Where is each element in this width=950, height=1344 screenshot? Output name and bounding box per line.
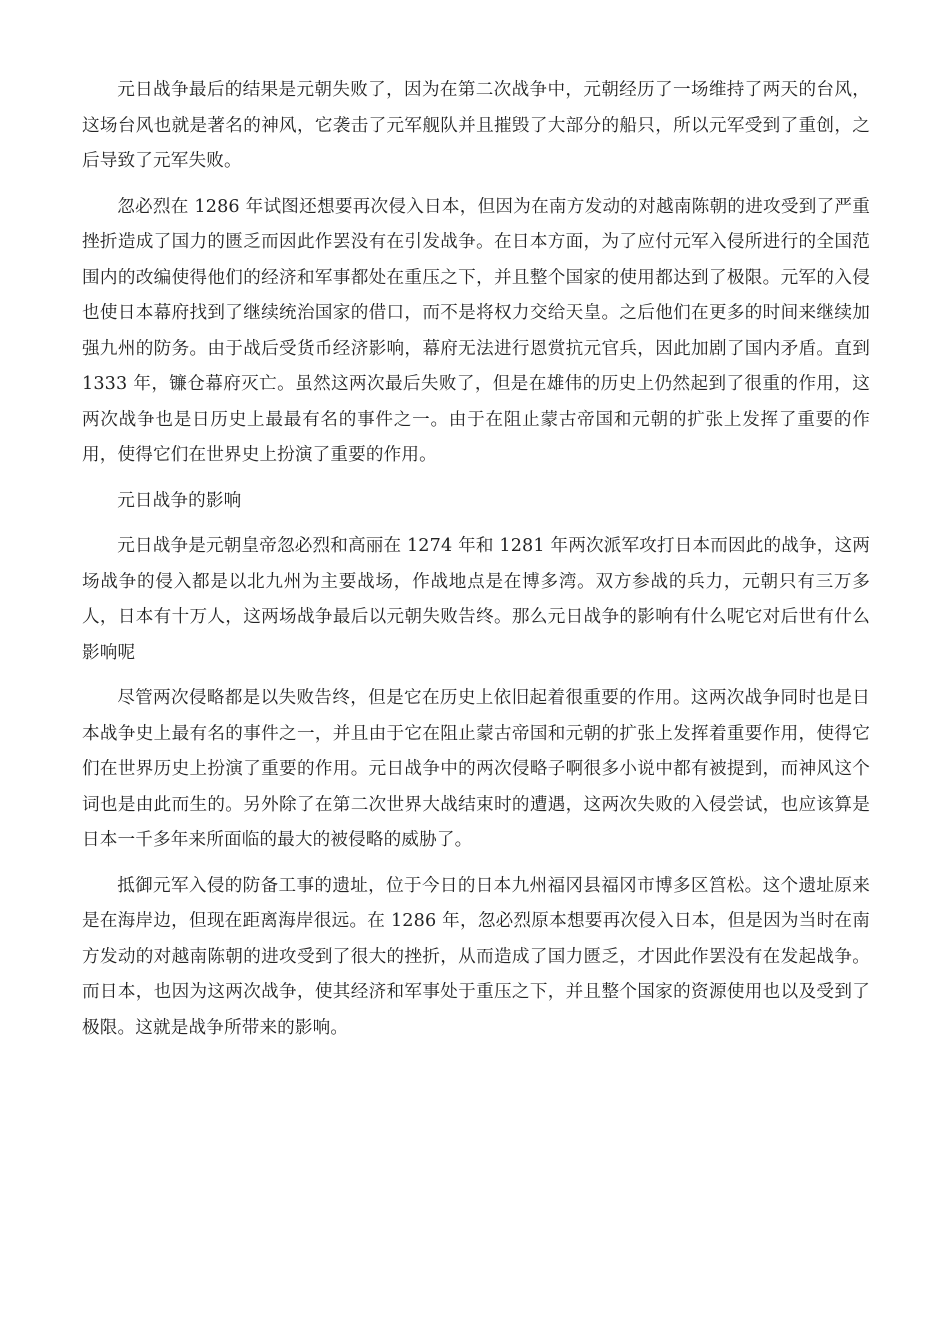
paragraph-aftermath: 忽必烈在 1286 年试图还想要再次侵入日本，但因为在南方发动的对越南陈朝的进攻受到了严重挫折造成了国力的匮乏而因此作罢没有在引发战争。在日本方面，为了应付元军入侵所进行的全国范围内的改编使得他们的经济和军事都处在重压之下，并且整个国家的使用都达到了极限。元军的入侵也使日本幕府找到了继续统治国家的借口，而不是将权力交给天皇。之后他们在更多的时间来继续加强九州的防务。由于战后受货币经济影响，幕府无法进行恩赏抗元官兵，因此加剧了国内矛盾。直到 1333 年，镰仓幕府灭亡。虽然这两次最后失败了，但是在雄伟的历史上仍然起到了很重的作用，这两次战争也是日历史上最最有名的事件之一。由于在阻止蒙古帝国和元朝的扩张上发挥了重要的作用，使得它们在世界史上扮演了重要的作用。 [82,196,870,465]
paragraph-outcome: 元日战争最后的结果是元朝失败了，因为在第二次战争中，元朝经历了一场维持了两天的台风，这场台风也就是著名的神风，它袭击了元军舰队并且摧毁了大部分的船只，所以元军受到了重创，之后导致了元军失败。 [82,80,870,171]
section-heading: 元日战争的影响 [117,490,242,511]
document-page [82,73,870,1056]
paragraph-overview: 元日战争是元朝皇帝忽必烈和高丽在 1274 年和 1281 年两次派军攻打日本而因此的战争，这两场战争的侵入都是以北九州为主要战场，作战地点是在博多湾。双方参战的兵力，元朝只有三万多人，日本有十万人，这两场战争最后以元朝失败告终。那么元日战争的影响有什么呢它对后世有什么影响呢 [82,536,870,663]
paragraph-significance: 尽管两次侵略都是以失败告终，但是它在历史上依旧起着很重要的作用。这两次战争同时也是日本战争史上最有名的事件之一，并且由于它在阻止蒙古帝国和元朝的扩张上发挥着重要作用，使得它们在世界历史上扮演了重要的作用。元日战争中的两次侵略子啊很多小说中都有被提到，而神风这个词也是由此而生的。另外除了在第二次世界大战结束时的遭遇，这两次失败的入侵尝试，也应该算是日本一千多年来所面临的最大的被侵略的威胁了。 [82,688,870,850]
paragraph-defense-site: 抵御元军入侵的防备工事的遗址，位于今日的日本九州福冈县福冈市博多区筥松。这个遗址原来是在海岸边，但现在距离海岸很远。在 1286 年，忽必烈原本想要再次侵入日本，但是因为当时在南方发动的对越南陈朝的进攻受到了很大的挫折，从而造成了国力匮乏，才因此作罢没有在发起战争。而日本，也因为这两次战争，使其经济和军事处于重压之下，并且整个国家的资源使用也以及受到了极限。这就是战争所带来的影响。 [82,875,870,1038]
